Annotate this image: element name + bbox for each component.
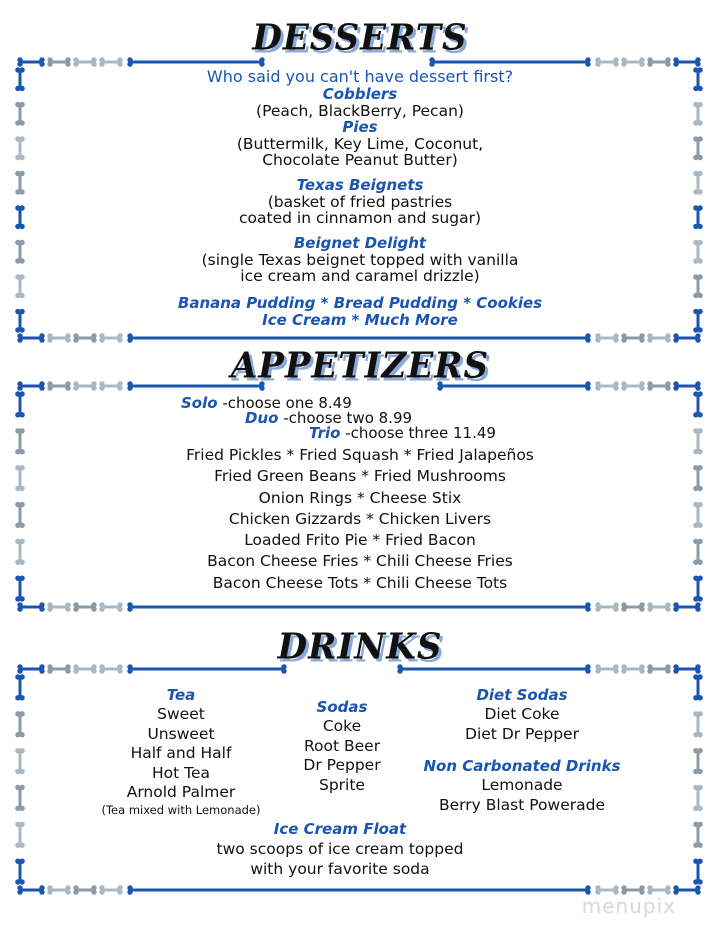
desserts-content [0, 67, 720, 329]
dessert-heading-texas-beignets: Texas Beignets [296, 176, 424, 194]
appetizer-item: Chicken Gizzards * Chicken Livers [228, 509, 492, 528]
drinks-sodas-column [282, 698, 402, 795]
drink-item: Dr Pepper [303, 756, 381, 774]
price-label: Duo [245, 409, 279, 427]
watermark: menupix [581, 894, 676, 918]
float-desc: with your favorite soda [250, 860, 430, 878]
diet-heading: Diet Sodas [476, 686, 568, 704]
sodas-heading: Sodas [316, 698, 368, 716]
drinks-tea-column [90, 686, 272, 818]
drink-item: Root Beer [303, 736, 381, 755]
dessert-desc: (basket of fried pastries [267, 193, 453, 211]
price-text: -choose one 8.49 [217, 394, 352, 412]
appetizer-item: Bacon Cheese Tots * Chili Cheese Tots [212, 573, 508, 592]
drink-item: Diet Dr Pepper [465, 724, 579, 743]
price-label: Trio [309, 424, 341, 442]
price-text: -choose three 11.49 [340, 424, 496, 442]
dessert-extras-line1: Banana Pudding * Bread Pudding * Cookies [177, 294, 543, 312]
float-desc: two scoops of ice cream topped [216, 840, 464, 858]
dessert-heading-pies: Pies [342, 118, 378, 136]
drink-item: Berry Blast Powerade [439, 795, 605, 814]
dessert-tagline: Who said you can't have dessert first? [206, 67, 514, 86]
dessert-desc: coated in cinnamon and sugar) [239, 209, 481, 227]
drink-item: Coke [322, 717, 362, 735]
drink-item: Half and Half [130, 744, 232, 762]
appetizer-item: Bacon Cheese Fries * Chili Cheese Fries [207, 552, 513, 571]
ice-cream-float [0, 820, 700, 879]
drink-item: Sweet [157, 705, 205, 723]
dessert-desc: Chocolate Peanut Butter) [262, 151, 458, 169]
drink-item: Diet Coke [484, 705, 560, 723]
non-carb-heading: Non Carbonated Drinks [423, 757, 621, 775]
appetizer-item: Fried Green Beans * Fried Mushrooms [214, 467, 506, 486]
appetizer-list [0, 445, 720, 594]
drinks-diet-column [410, 686, 634, 815]
tea-heading: Tea [166, 686, 196, 704]
drink-item: Sprite [319, 775, 365, 794]
price-trio [309, 425, 496, 441]
price-label: Solo [181, 394, 218, 412]
drink-item: Unsweet [147, 724, 215, 743]
dessert-desc: (Peach, BlackBerry, Pecan) [256, 102, 464, 120]
drink-item: Lemonade [481, 776, 563, 794]
tea-note: (Tea mixed with Lemonade) [101, 802, 261, 817]
desserts-title: DESSERTS [252, 17, 468, 59]
dessert-desc: (single Texas beignet topped with vanilla [201, 251, 519, 269]
drink-item: Arnold Palmer [126, 783, 236, 801]
drinks-title: DRINKS [277, 626, 443, 668]
float-heading: Ice Cream Float [273, 820, 407, 838]
dessert-heading-beignet-delight: Beignet Delight [293, 234, 427, 252]
dessert-heading-cobblers: Cobblers [322, 85, 398, 103]
drink-item: Hot Tea [151, 763, 210, 782]
dessert-extras-line2: Ice Cream * Much More [262, 311, 458, 329]
appetizers-title: APPETIZERS [230, 345, 490, 387]
appetizer-item: Onion Rings * Cheese Stix [258, 488, 462, 507]
price-text: -choose two 8.99 [278, 409, 413, 427]
dessert-desc: ice cream and caramel drizzle) [240, 267, 480, 285]
appetizer-item: Loaded Frito Pie * Fried Bacon [244, 531, 476, 550]
dessert-desc: (Buttermilk, Key Lime, Coconut, [236, 135, 484, 153]
appetizer-item: Fried Pickles * Fried Squash * Fried Jalapeños [186, 446, 534, 464]
